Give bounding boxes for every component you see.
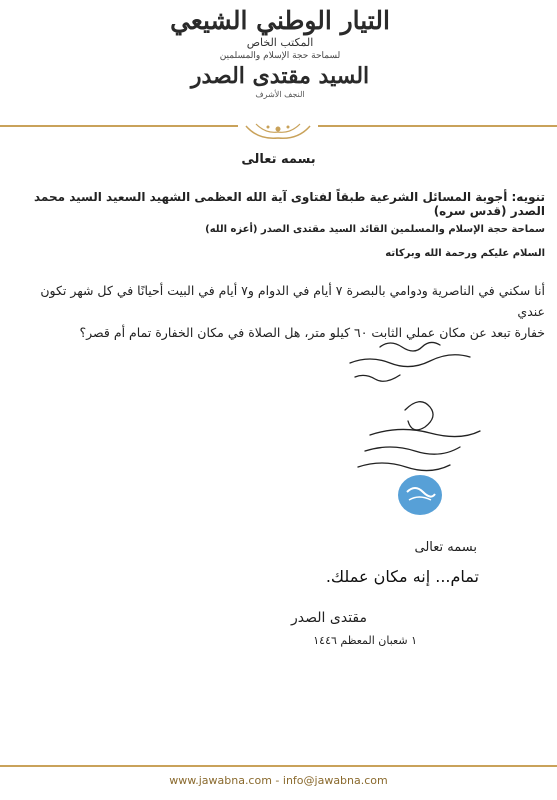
- question-line-1: أنا سكني في الناصرية ودوامي بالبصرة ٧ أيام في الدوام و٧ أيام في البيت أحيانًا في كل شهر تكون عندي: [40, 283, 545, 319]
- answer-text: تمام... إنه مكان عملك.: [325, 567, 479, 586]
- answer-signature: مقتدى الصدر: [291, 610, 367, 626]
- footer-divider: [0, 765, 557, 767]
- answer-date: ١ شعبان المعظم ١٤٤٦: [313, 634, 417, 647]
- logo-honorific: لسماحة حجة الإسلام والمسلمين: [219, 51, 341, 61]
- stamp-icon: [395, 470, 445, 520]
- footer-contact: www.jawabna.com - info@jawabna.com: [169, 774, 388, 787]
- logo-name: السيد مقتدى الصدر: [190, 63, 370, 89]
- logo-title: التيار الوطني الشيعي: [170, 6, 390, 35]
- letterhead-logo: [170, 6, 390, 118]
- question-text: [10, 280, 545, 343]
- logo-office: المكتب الخاص: [246, 36, 314, 49]
- question-line-2: خفارة تبعد عن مكان عملي الثابت ٦٠ كيلو متر، هل الصلاة في مكان الخفارة تمام أم قصر؟: [79, 325, 545, 340]
- answer-basmala: بسمه تعالى: [414, 540, 477, 555]
- letter-addressee: سماحة حجة الإسلام والمسلمين القائد السيد مقتدى الصدر (أعزه الله): [205, 224, 545, 235]
- fatwa-notice: تنويه: أجوبة المسائل الشرعية طبقاً لفتاوى آية الله العظمى الشهيد السعيد السيد محمد الصدر (قدس سره): [33, 190, 545, 218]
- ornament-icon: [238, 118, 318, 142]
- letter-basmala: بسمه تعالى: [241, 152, 316, 167]
- letter-greeting: السلام عليكم ورحمة الله وبركاته: [385, 248, 545, 259]
- logo-city: النجف الأشرف: [255, 90, 305, 99]
